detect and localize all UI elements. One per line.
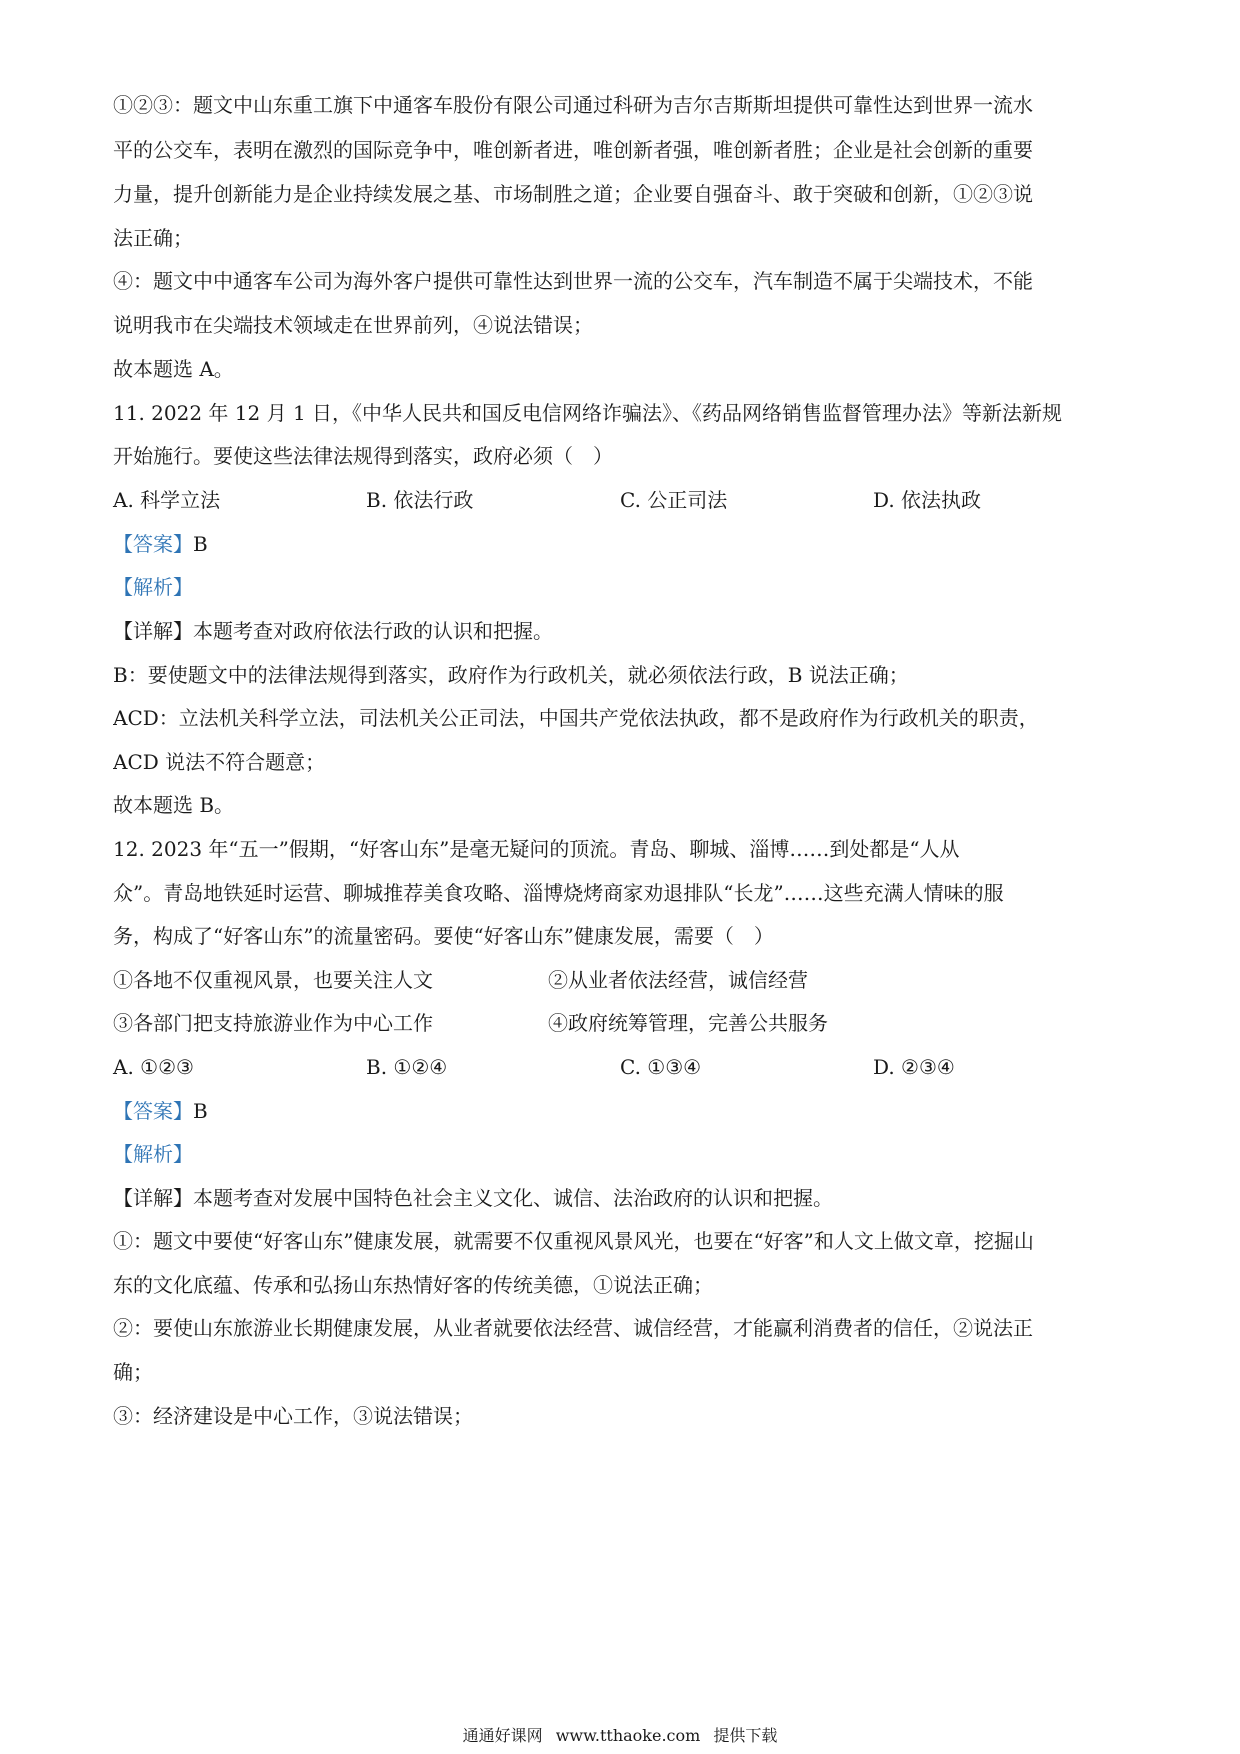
option-d: D. 依法执政: [873, 488, 982, 512]
footer-suffix: 提供下载: [713, 1726, 778, 1745]
answer-value: B: [193, 532, 208, 556]
text-line: 法正确；: [113, 226, 193, 250]
answer-line: [113, 1096, 1123, 1126]
footer-site-name: 通通好课网: [462, 1726, 543, 1745]
footer-url-link[interactable]: www.tthaoke.com: [555, 1726, 701, 1745]
text-line: 力量，提升创新能力是企业持续发展之基、市场制胜之道；企业要自强奋斗、敢于突破和创新，①②③说: [113, 182, 1033, 206]
option-a: A. 科学立法: [113, 488, 221, 512]
conclusion-line: 故本题选 B。: [113, 793, 235, 817]
text-line: ②：要使山东旅游业长期健康发展，从业者就要依法经营、诚信经营，才能赢利消费者的信任，②说法正: [113, 1316, 1033, 1340]
question-stem: 12. 2023 年“五一”假期，“好客山东”是毫无疑问的顶流。青岛、聊城、淄博……到处都是“人从: [113, 837, 960, 861]
text-line: 平的公交车，表明在激烈的国际竞争中，唯创新者进，唯创新者强，唯创新者胜；企业是社会创新的重要: [113, 138, 1033, 162]
detail-text: 本题考查对政府依法行政的认识和把握。: [193, 619, 553, 643]
answer-line: [113, 529, 1123, 559]
text-line: ③：经济建设是中心工作，③说法错误；: [113, 1404, 473, 1428]
statement-1: ①各地不仅重视风景，也要关注人文: [113, 968, 433, 992]
answer-tag: 【答案】: [113, 1099, 193, 1123]
detail-tag: 【详解】: [113, 1186, 193, 1210]
option-b: B. ①②④: [366, 1055, 448, 1079]
text-line: ①：题文中要使“好客山东”健康发展，就需要不仅重视风景风光，也要在“好客”和人文上做文章，挖掘山: [113, 1229, 1034, 1253]
text-line: B：要使题文中的法律法规得到落实，政府作为行政机关，就必须依法行政，B 说法正确；: [113, 663, 909, 687]
question-stem: 11. 2022 年 12 月 1 日，《中华人民共和国反电信网络诈骗法》、《药品网络销售监督管理办法》等新法新规: [113, 401, 1063, 425]
detail-tag: 【详解】: [113, 619, 193, 643]
text-line: 确；: [113, 1360, 153, 1384]
answer-value: B: [193, 1099, 208, 1123]
option-c: C. 公正司法: [620, 488, 728, 512]
detail-text: 本题考查对发展中国特色社会主义文化、诚信、法治政府的认识和把握。: [193, 1186, 833, 1210]
question-stem: 务，构成了“好客山东”的流量密码。要使“好客山东”健康发展，需要（ ）: [113, 924, 774, 948]
conclusion-line: 故本题选 A。: [113, 357, 234, 381]
analysis-tag: 【解析】: [113, 1142, 193, 1166]
text-line: ACD 说法不符合题意；: [113, 750, 326, 774]
statement-3: ③各部门把支持旅游业作为中心工作: [113, 1011, 433, 1035]
detail-line: [113, 616, 1123, 646]
text-line: 东的文化底蕴、传承和弘扬山东热情好客的传统美德，①说法正确；: [113, 1273, 713, 1297]
option-b: B. 依法行政: [366, 488, 474, 512]
option-c: C. ①③④: [620, 1055, 702, 1079]
text-line: ①②③：题文中山东重工旗下中通客车股份有限公司通过科研为吉尔吉斯斯坦提供可靠性达到世界一流水: [113, 93, 1033, 117]
question-stem: 众”。青岛地铁延时运营、聊城推荐美食攻略、淄博烧烤商家劝退排队“长龙”……这些充满人情味的服: [113, 881, 1004, 905]
text-line: ④：题文中中通客车公司为海外客户提供可靠性达到世界一流的公交车，汽车制造不属于尖端技术，不能: [113, 269, 1033, 293]
text-line: ACD：立法机关科学立法，司法机关公正司法，中国共产党依法执政，都不是政府作为行政机关的职责，: [113, 706, 1039, 730]
question-stem: 开始施行。要使这些法律法规得到落实，政府必须（ ）: [113, 444, 613, 468]
answer-tag: 【答案】: [113, 532, 193, 556]
statement-4: ④政府统筹管理，完善公共服务: [548, 1011, 828, 1035]
option-a: A. ①②③: [113, 1055, 194, 1079]
detail-line: [113, 1183, 1123, 1213]
option-d: D. ②③④: [873, 1055, 955, 1079]
statement-2: ②从业者依法经营，诚信经营: [548, 968, 808, 992]
analysis-tag: 【解析】: [113, 575, 193, 599]
page-footer: [0, 1726, 1240, 1746]
text-line: 说明我市在尖端技术领域走在世界前列，④说法错误；: [113, 313, 593, 337]
